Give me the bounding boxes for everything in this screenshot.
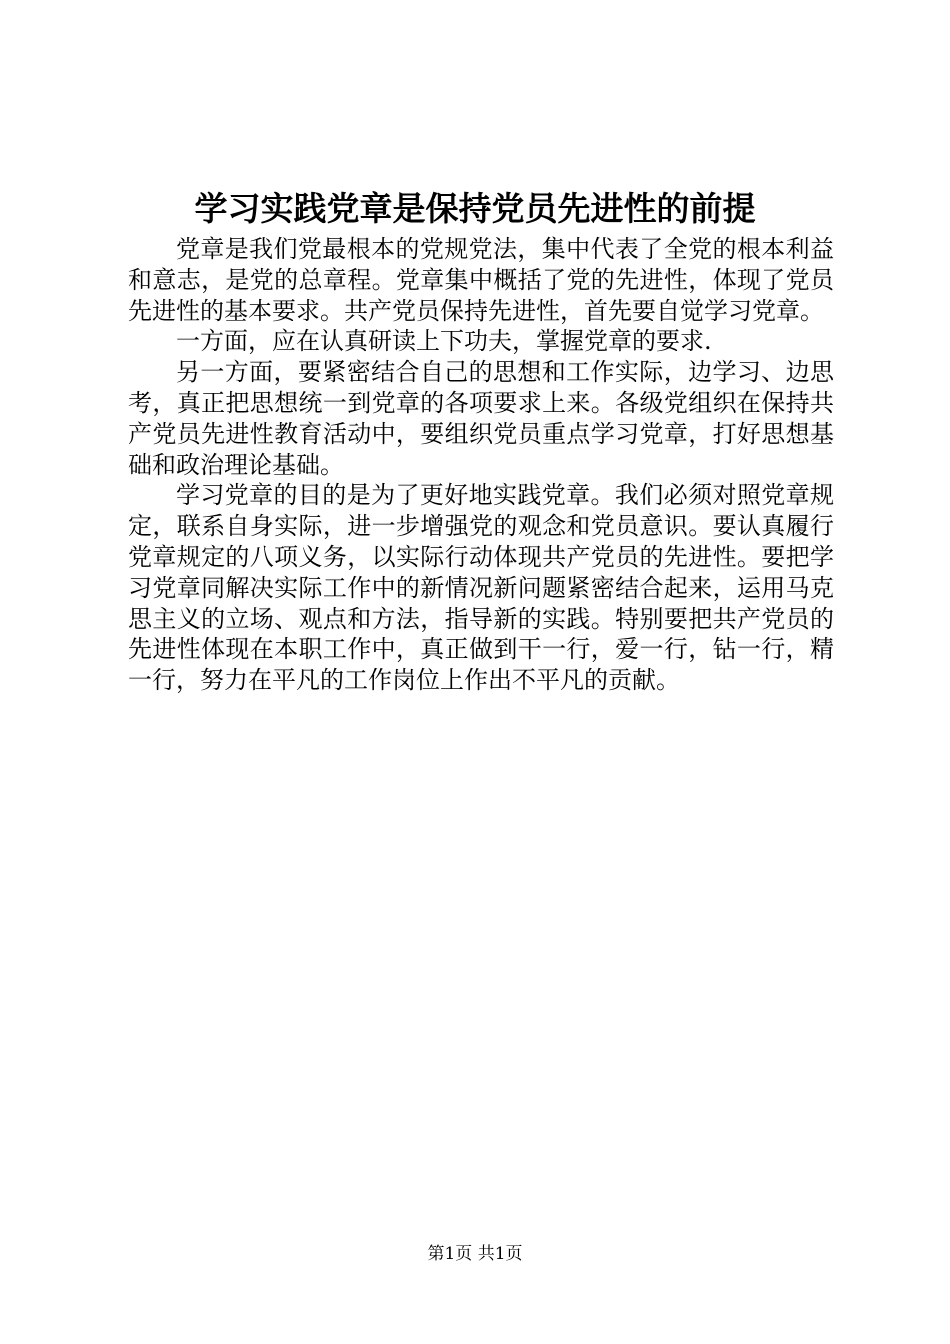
document-title: 学习实践党章是保持党员先进性的前提	[194, 189, 756, 228]
page-footer: 第1页 共1页	[427, 1244, 523, 1264]
paragraph-1: 党章是我们党最根本的党规党法，集中代表了全党的根本利益和意志，是党的总章程。党章集中概括了党的先进性，体现了党员先进性的基本要求。共产党员保持先进性，首先要自觉学习党章。	[128, 235, 834, 325]
paragraph-4: 学习党章的目的是为了更好地实践党章。我们必须对照党章规定，联系自身实际，进一步增强党的观念和党员意识。要认真履行党章规定的八项义务，以实际行动体现共产党员的先进性。要把学习党章同解决实际工作中的新情况新问题紧密结合起来，运用马克思主义的立场、观点和方法，指导新的实践。特别要把共产党员的先进性体现在本职工作中，真正做到干一行，爱一行，钻一行，精一行，努力在平凡的工作岗位上作出不平凡的贡献。	[128, 481, 834, 695]
paragraph-3: 另一方面，要紧密结合自己的思想和工作实际，边学习、边思考，真正把思想统一到党章的各项要求上来。各级党组织在保持共产党员先进性教育活动中，要组织党员重点学习党章，打好思想基础和政治理论基础。	[128, 358, 834, 479]
document-body	[128, 234, 834, 696]
paragraph-2: 一方面，应在认真研读上下功夫，掌握党章的要求.	[176, 327, 712, 356]
